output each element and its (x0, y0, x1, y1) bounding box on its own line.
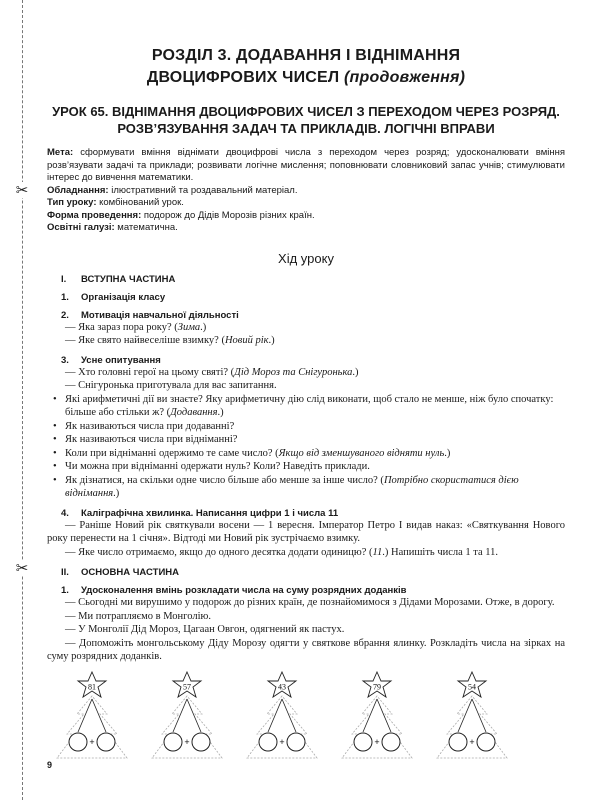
subsection-number: 1. (61, 585, 69, 596)
answer-text: 11 (372, 546, 383, 558)
line-text: — Яке число отримаємо, якщо до одного десятка додати одиницю? ( (65, 546, 373, 558)
line-text: Як дізнатися, на скільки одне число більше або менше за інше число? ( (65, 474, 384, 486)
plus-sign: + (89, 736, 95, 747)
line-text: .) (217, 407, 224, 418)
dialogue-line: — Снігуронька приготувала для вас запитання. (65, 380, 277, 391)
line-text: .) (113, 488, 120, 499)
answer-circle[interactable] (69, 733, 87, 751)
plus-sign: + (184, 736, 190, 747)
meta-equipment-text: ілюстративний та роздавальний матеріал. (111, 184, 298, 196)
meta-fields-label: Освітні галузі: (47, 222, 115, 233)
meta-type-text: комбінований урок. (99, 197, 184, 208)
meta-form (47, 210, 565, 223)
answer-circle[interactable] (287, 733, 305, 751)
lesson-title-line2: РОЗВ’ЯЗУВАННЯ ЗАДАЧ ТА ПРИКЛАДІВ. ЛОГІЧНІ ВПРАВИ (117, 121, 495, 136)
paragraph: — Допоможіть монгольському Діду Морозу одягти у святкове вбрання ялинку. Розкладіть числа на зірках на суму розрядних доданків. (47, 637, 565, 662)
meta-type (47, 197, 565, 210)
page-content (47, 45, 565, 765)
meta-goal-label: Мета: (47, 147, 74, 158)
christmas-tree (142, 670, 232, 765)
meta-fields-text: математична. (117, 222, 178, 233)
lesson-meta (47, 147, 565, 235)
cut-line (22, 0, 23, 800)
tree-outline (342, 696, 412, 758)
answer-circle[interactable] (354, 733, 372, 751)
scissors-icon: ✂ (15, 559, 29, 577)
answer-text: Новий рік (224, 335, 269, 346)
chapter-title-text: ДВОЦИФРОВИХ ЧИСЕЛ (146, 69, 340, 86)
subsection-number: 2. (61, 309, 69, 321)
answer-text: Потрібно скористатися дією віднімання (65, 474, 519, 499)
tree-outline (152, 696, 222, 758)
answer-circle[interactable] (164, 733, 182, 751)
bullet-item (47, 474, 565, 501)
line-text: .) (352, 366, 359, 378)
meta-equipment (47, 185, 565, 198)
bullet-item: • Чи можна при відніманні одержати нуль? Коли? Наведіть приклади. (47, 460, 565, 474)
subsection-heading (47, 585, 565, 596)
line-text: — Яка зараз пора року? ( (65, 321, 178, 333)
subsection-title: Мотивація навчальної діяльності (81, 309, 239, 321)
line-text: Коли при відніманні одержимо те саме число? ( (65, 447, 279, 459)
bullet-item: • Як називаються числа при відніманні? (47, 433, 565, 447)
chapter-title-note: (продовження) (344, 69, 466, 86)
christmas-tree (237, 670, 327, 765)
line-text: .) Напишіть числа 1 та 11. (382, 546, 499, 558)
plus-sign: + (469, 736, 475, 747)
line-text: Які арифметичні дії ви знаєте? Яку арифметичну дію слід виконати, щоб стало не менше, ніж було спочатку: більше або стільки ж? ( (65, 393, 554, 418)
subsection-number: 4. (61, 507, 69, 519)
tree-outline (437, 696, 507, 758)
section-number: II. (61, 567, 69, 578)
dialogue-line (47, 366, 565, 380)
paragraph: — Раніше Новий рік святкували восени — 1 вересня. Імператор Петро І видав наказ: «Святкування Нового року перенести на 1 січня». Відтоді ми Новий рік зустрічаємо взимку. (47, 519, 565, 544)
bullet-item (47, 447, 565, 461)
chapter-title-line2 (47, 67, 565, 89)
meta-fields (47, 222, 565, 235)
paragraph: — Ми потрапляємо в Монголію. (65, 610, 211, 622)
subsection-heading (47, 508, 565, 519)
progress-title: Хід уроку (278, 250, 334, 266)
section-heading (47, 567, 565, 578)
page-number: 9 (47, 760, 53, 770)
star-number: 81 (88, 682, 96, 691)
subsection-heading (47, 292, 565, 303)
tree-outline (247, 696, 317, 758)
paragraph: — Сьогодні ми вирушимо у подорож до різних країн, де познайомимося з Дідами Морозами. Отже, в дорогу. (65, 597, 555, 608)
paragraph (47, 546, 565, 560)
plus-sign: + (374, 736, 380, 747)
dialogue-line (47, 334, 565, 348)
christmas-tree (47, 670, 137, 765)
dialogue-line (47, 321, 565, 335)
answer-circle[interactable] (382, 733, 400, 751)
answer-text: Якщо від зменшуваного відняти нуль (278, 447, 445, 459)
bullet-item: • Як називаються числа при додаванні? (47, 420, 565, 434)
answer-circle[interactable] (477, 733, 495, 751)
answer-text: Зима (177, 321, 201, 333)
subsection-title: Каліграфічна хвилинка. Написання цифри 1 і числа 11 (81, 507, 339, 519)
meta-type-label: Тип уроку: (47, 197, 97, 208)
bullet-item (47, 393, 565, 420)
subsection-title: Організація класу (81, 291, 166, 303)
answer-circle[interactable] (97, 733, 115, 751)
line-text: — Яке свято найвеселіше взимку? ( (65, 335, 225, 346)
answer-circle[interactable] (192, 733, 210, 751)
subsection-title: Удосконалення вмінь розкладати числа на суму розрядних доданків (81, 585, 407, 596)
star-number: 43 (278, 682, 286, 691)
line-text: — Хто головні герої на цьому святі? ( (65, 366, 235, 378)
answer-text: Дід Мороз та Снігуронька (234, 366, 353, 378)
section-number: I. (61, 273, 67, 285)
christmas-trees-exercise (47, 670, 565, 765)
section-title: ВСТУПНА ЧАСТИНА (81, 273, 176, 285)
answer-circle[interactable] (449, 733, 467, 751)
subsection-number: 1. (61, 291, 69, 303)
lesson-title-line1: УРОК 65. ВІДНІМАННЯ ДВОЦИФРОВИХ ЧИСЕЛ З ПЕРЕХОДОМ ЧЕРЕЗ РОЗРЯД. (52, 104, 560, 119)
chapter-title-line1: РОЗДІЛ 3. ДОДАВАННЯ І ВІДНІМАННЯ (151, 47, 461, 64)
section-title: ОСНОВНА ЧАСТИНА (81, 567, 179, 578)
meta-goal (47, 147, 565, 185)
christmas-tree (427, 670, 517, 765)
line-text: .) (200, 321, 207, 333)
christmas-tree (332, 670, 422, 765)
line-text: .) (268, 335, 275, 346)
section-heading (47, 274, 565, 285)
subsection-heading (47, 355, 565, 366)
meta-form-label: Форма проведення: (47, 209, 142, 221)
plus-sign: + (279, 736, 285, 747)
meta-equipment-label: Обладнання: (47, 184, 109, 196)
star-number: 54 (468, 682, 476, 691)
subsection-heading (47, 310, 565, 321)
subsection-number: 3. (61, 354, 69, 366)
subsection-title: Усне опитування (81, 354, 161, 366)
paragraph: — У Монголії Дід Мороз, Цагаан Овгон, одягнений як пастух. (65, 624, 345, 635)
star-number: 57 (183, 682, 191, 691)
line-text: .) (444, 447, 451, 459)
star-number: 79 (373, 682, 381, 691)
answer-circle[interactable] (259, 733, 277, 751)
tree-outline (57, 696, 127, 758)
lesson-title (47, 103, 565, 137)
scissors-icon: ✂ (15, 181, 29, 199)
meta-form-text: подорож до Дідів Морозів різних країн. (143, 209, 315, 221)
meta-goal-text: сформувати вміння віднімати двоцифрові числа з переходом через розряд; удосконалювати вміння розв’язувати задачі та приклади; розвивати логічне мислення; поповнювати словниковий запас учнів; стимулювати інтерес до вивчення математики. (47, 147, 565, 183)
answer-text: Додавання (170, 407, 218, 418)
chapter-title (47, 45, 565, 89)
